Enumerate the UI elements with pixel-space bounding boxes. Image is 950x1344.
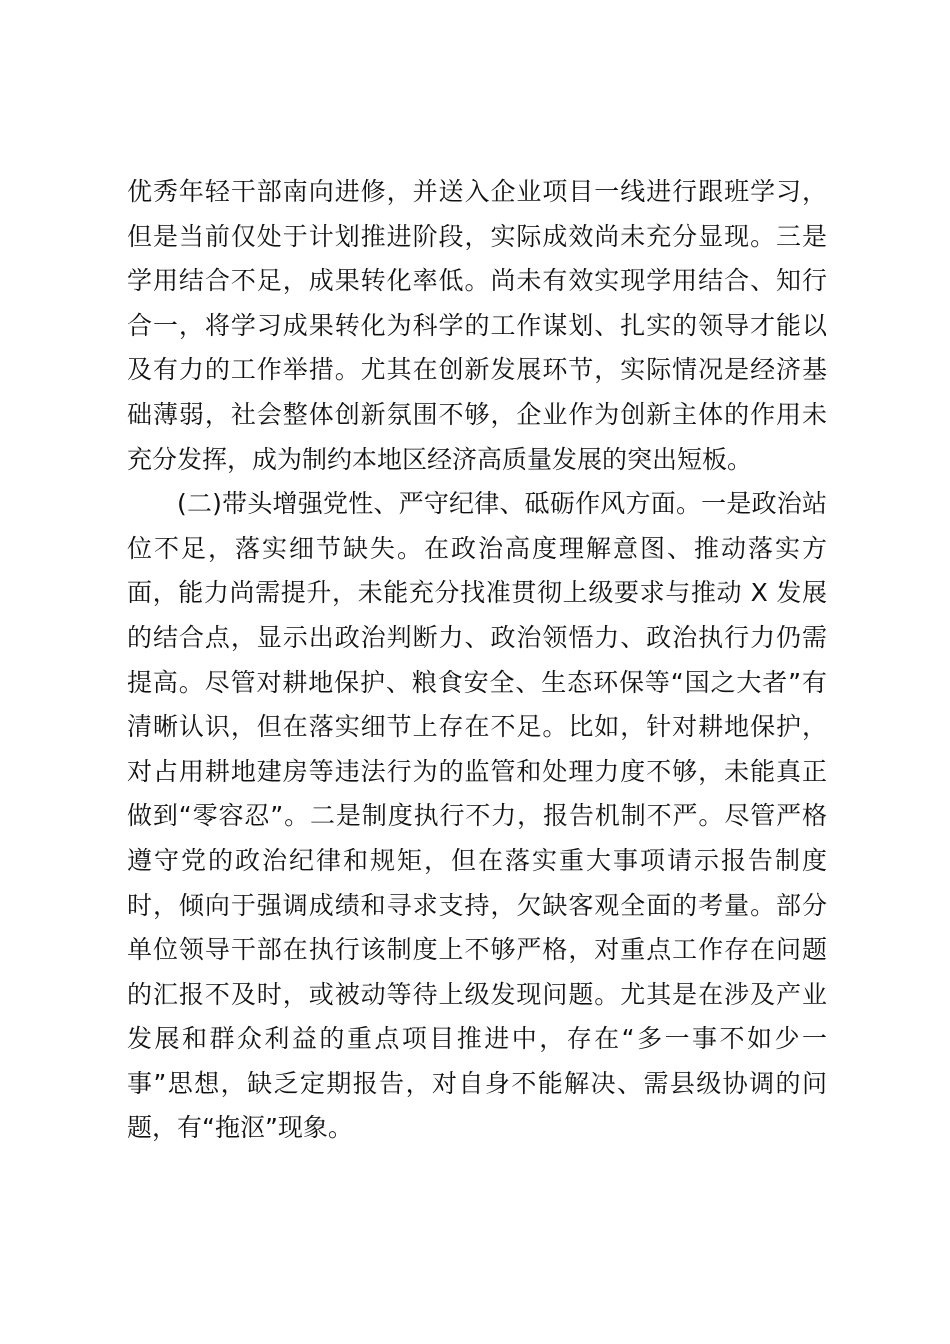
text-line: 做到“零容忍”。二是制度执行不力，报告机制不严。尽管严格	[127, 801, 827, 831]
text-line: 题，有“拖沤”现象。	[127, 1113, 353, 1143]
text-line: 及有力的工作举措。尤其在创新发展环节，实际情况是经济基	[127, 355, 827, 385]
text-line: 发展和群众利益的重点项目推进中，存在“多一事不如少一	[127, 1024, 827, 1054]
paragraph-2	[127, 482, 827, 1151]
text-line: 单位领导干部在执行该制度上不够严格，对重点工作存在问题	[127, 935, 827, 965]
body-text	[127, 170, 827, 1151]
text-line: 事”思想，缺乏定期报告，对自身不能解决、需县级协调的问	[127, 1068, 827, 1098]
text-line: 学用结合不足，成果转化率低。尚未有效实现学用结合、知行	[127, 266, 827, 296]
text-line: 时，倾向于强调成绩和寻求支持，欠缺客观全面的考量。部分	[127, 890, 827, 920]
text-line: 优秀年轻干部南向进修，并送入企业项目一线进行跟班学习，	[127, 177, 827, 206]
text-line: 面，能力尚需提升，未能充分找准贯彻上级要求与推动 X 发展	[127, 578, 827, 608]
text-line: 遵守党的政治纪律和规矩，但在落实重大事项请示报告制度	[127, 845, 827, 875]
paragraph-1	[127, 170, 827, 482]
text-line: 但是当前仅处于计划推进阶段，实际成效尚未充分显现。三是	[127, 221, 827, 251]
text-line: 清晰认识，但在落实细节上存在不足。比如，针对耕地保护，	[127, 712, 827, 742]
text-line: 对占用耕地建房等违法行为的监管和处理力度不够，未能真正	[127, 756, 827, 786]
text-line: 的汇报不及时，或被动等待上级发现问题。尤其是在涉及产业	[127, 979, 827, 1009]
text-line: 的结合点，显示出政治判断力、政治领悟力、政治执行力仍需	[127, 622, 827, 652]
text-line: 础薄弱，社会整体创新氛围不够，企业作为创新主体的作用未	[127, 399, 827, 429]
text-line: 位不足，落实细节缺失。在政治高度理解意图、推动落实方	[127, 533, 827, 563]
text-line: 提高。尽管对耕地保护、粮食安全、生态环保等“国之大者”有	[127, 667, 827, 697]
text-line: (二)带头增强党性、严守纪律、砥砺作风方面。一是政治站	[177, 489, 827, 519]
text-line: 合一，将学习成果转化为科学的工作谋划、扎实的领导才能以	[127, 310, 827, 340]
text-line: 充分发挥，成为制约本地区经济高质量发展的突出短板。	[127, 444, 753, 474]
